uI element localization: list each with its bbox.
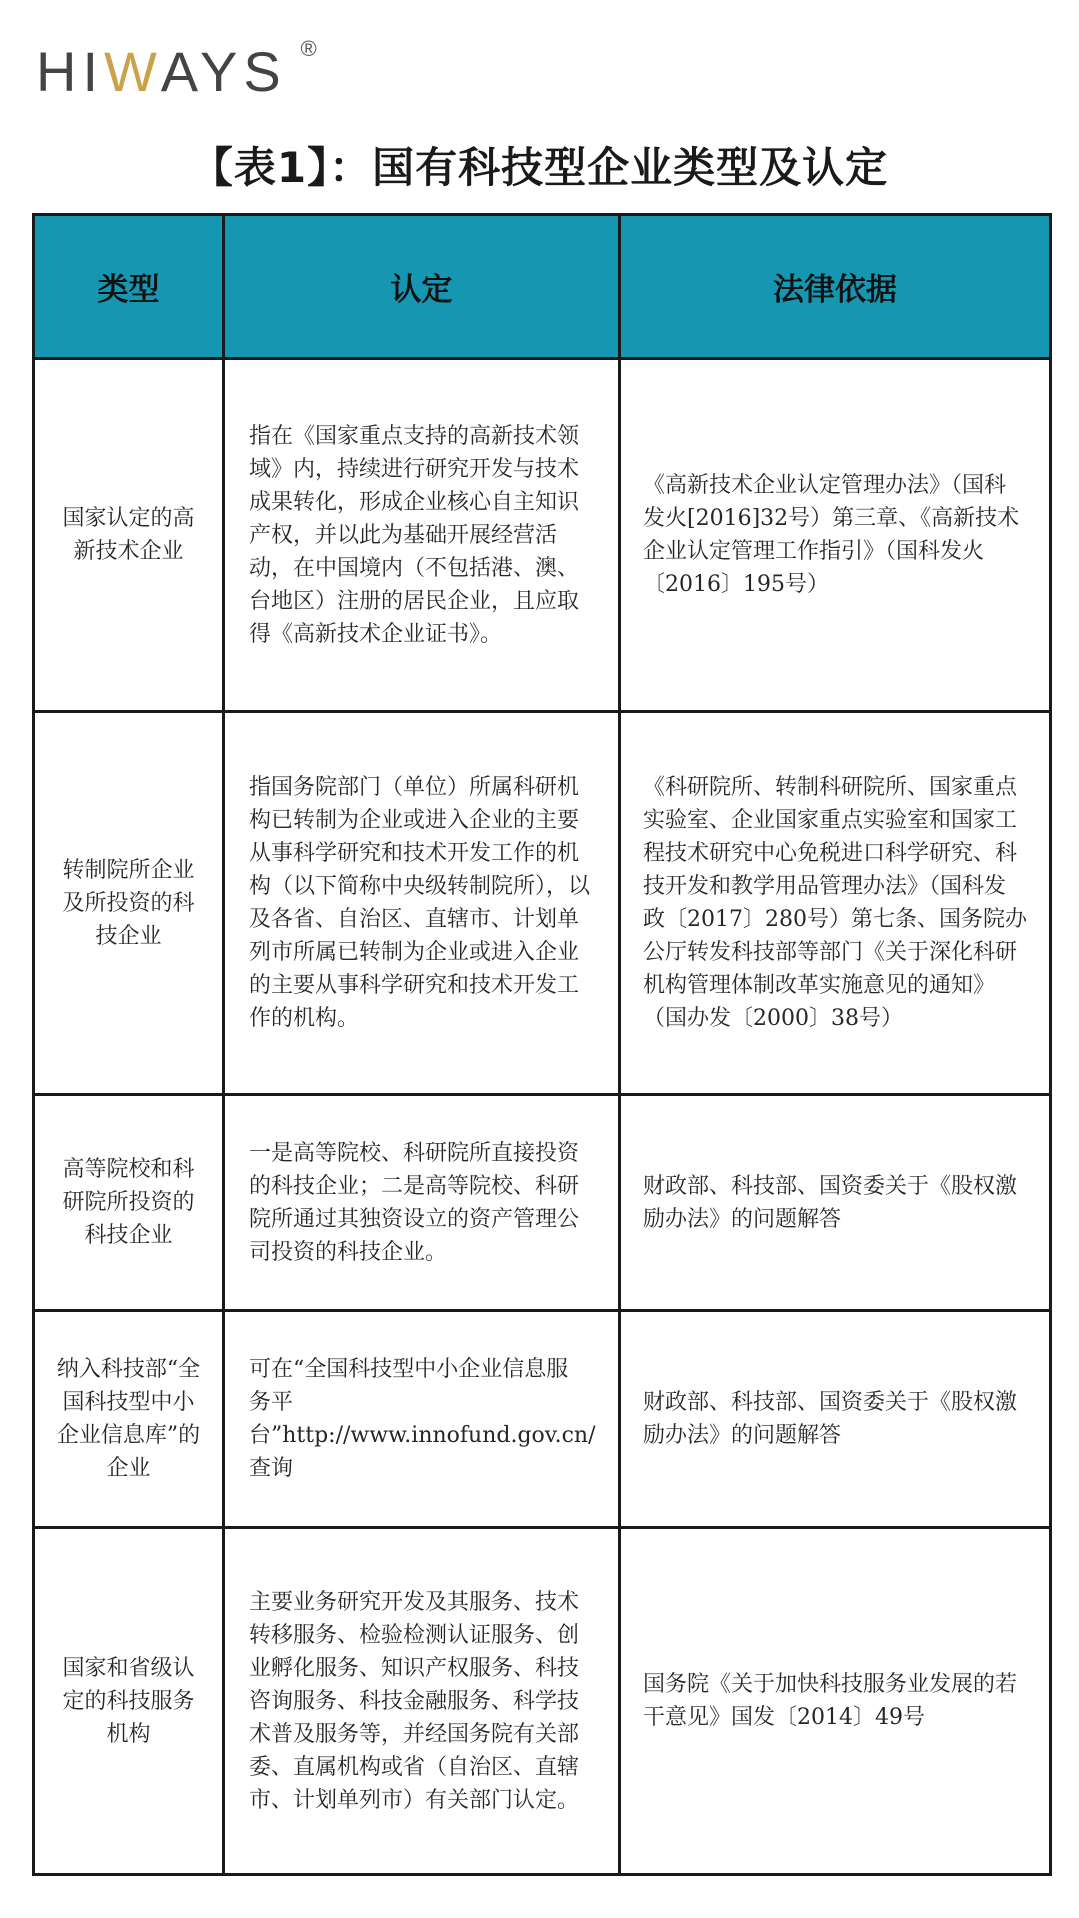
table-row (34, 1528, 1051, 1875)
cell-definition: 可在“全国科技型中小企业信息服务平台”http://www.innofund.gov.cn/查询 (224, 1311, 620, 1528)
hiways-logo (36, 36, 317, 103)
table-row (34, 359, 1051, 712)
table-row (34, 1095, 1051, 1311)
cell-definition: 指在《国家重点支持的高新技术领域》内，持续进行研究开发与技术成果转化，形成企业核心自主知识产权，并以此为基础开展经营活动，在中国境内（不包括港、澳、台地区）注册的居民企业，且应取得《高新技术企业证书》。 (224, 359, 620, 712)
cell-type: 高等院校和科研院所投资的科技企业 (34, 1095, 224, 1311)
cell-type: 国家和省级认定的科技服务机构 (34, 1528, 224, 1875)
table-title: 【表1】：国有科技型企业类型及认定 (190, 143, 889, 192)
cell-definition: 指国务院部门（单位）所属科研机构已转制为企业或进入企业的主要从事科学研究和技术开发工作的机构（以下简称中央级转制院所），以及各省、自治区、直辖市、计划单列市所属已转制为企业或进入企业的主要从事科学研究和技术开发工作的机构。 (224, 712, 620, 1095)
header-type: 类型 (34, 215, 224, 359)
cell-legal-basis: 财政部、科技部、国资委关于《股权激励办法》的问题解答 (620, 1311, 1051, 1528)
cell-legal-basis: 国务院《关于加快科技服务业发展的若干意见》国发〔2014〕49号 (620, 1528, 1051, 1875)
cell-definition: 一是高等院校、科研院所直接投资的科技企业；二是高等院校、科研院所通过其独资设立的资产管理公司投资的科技企业。 (224, 1095, 620, 1311)
registered-mark: ® (300, 36, 317, 61)
cell-type: 纳入科技部“全国科技型中小企业信息库”的企业 (34, 1311, 224, 1528)
cell-legal-basis: 《科研院所、转制科研院所、国家重点实验室、企业国家重点实验室和国家工程技术研究中心免税进口科学研究、科技开发和教学用品管理办法》（国科发政〔2017〕280号）第七条、国务院办公厅转发科技部等部门《关于深化科研机构管理体制改革实施意见的通知》（国办发〔2000〕38号） (620, 712, 1051, 1095)
logo-text-w: W (104, 40, 161, 103)
table-header-row (34, 215, 1051, 359)
cell-legal-basis: 《高新技术企业认定管理办法》（国科发火[2016]32号）第三章、《高新技术企业认定管理工作指引》（国科发火〔2016〕195号） (620, 359, 1051, 712)
logo-text-pre: HI (36, 40, 104, 103)
header-legal-basis: 法律依据 (620, 215, 1051, 359)
header-definition: 认定 (224, 215, 620, 359)
cell-definition: 主要业务研究开发及其服务、技术转移服务、检验检测认证服务、创业孵化服务、知识产权服务、科技咨询服务、科技金融服务、科学技术普及服务等，并经国务院有关部委、直属机构或省（自治区、直辖市、计划单列市）有关部门认定。 (224, 1528, 620, 1875)
table-row (34, 1311, 1051, 1528)
cell-legal-basis: 财政部、科技部、国资委关于《股权激励办法》的问题解答 (620, 1095, 1051, 1311)
table-row (34, 712, 1051, 1095)
cell-type: 国家认定的高新技术企业 (34, 359, 224, 712)
tech-enterprise-table (32, 213, 1052, 1876)
logo-text-post: AYS (160, 40, 287, 103)
cell-type: 转制院所企业及所投资的科技企业 (34, 712, 224, 1095)
